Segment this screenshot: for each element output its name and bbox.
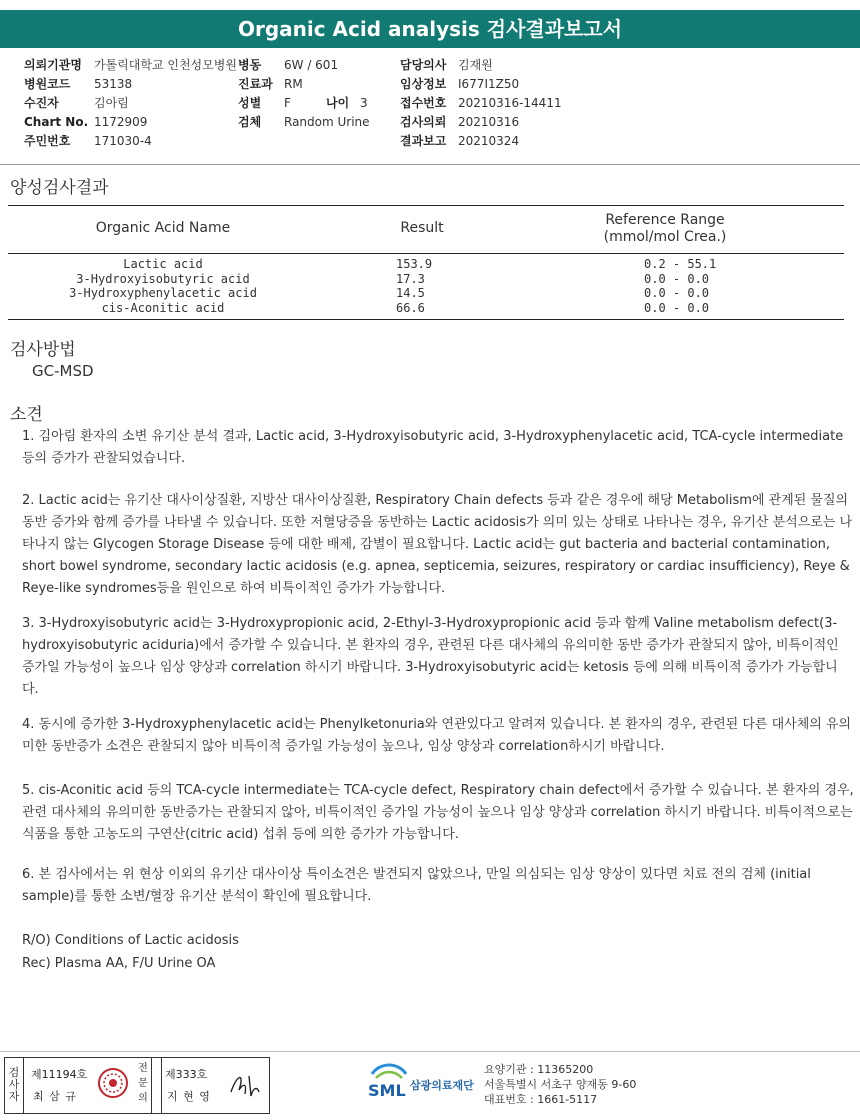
patient-value: 김아림: [94, 96, 129, 110]
finding-5: 5. cis-Aconitic acid 등의 TCA-cycle intermediate는 TCA-cycle defect, Respiratory chain defect에서 증가할 수 있습니다. 본 환자의 경우, 관련 대사체의 유의미한 동반증가는 관찰되지 않아, 비특이적인 증가일 가능성이 높으나 임상 양상과 correlation 하시기 바랍니다. 비특이적으로는 식품을 통한 고농도의 구연산(citric acid) 섭취 등에 의한 증가가 가능합니다.: [22, 783, 854, 842]
row-result: 153.9: [396, 257, 433, 271]
rule-out: R/O) Conditions of Lactic acidosis: [22, 933, 239, 948]
specimen-value: Random Urine: [284, 115, 370, 129]
examiner-name: 최 삼 규: [33, 1090, 77, 1103]
finding-2: 2. Lactic acid는 유기산 대사이상질환, 지방산 대사이상질환, Respiratory Chain defects 등과 같은 경우에 해당 Metabolism에 관계된 물질의 동반 증가와 함께 증가를 나타낼 수 있습니다. 또한 저혈당증을 동반하는 Lactic acidosis가 의미 있는 상태로 나타나는 경우, 유기산 분석으로는 나타나지 않는 Glycogen Storage Disease 등에 대한 배제, 감별이 필요합니다. Lactic acid는 gut bacteria and bacterial contamination, short bowel syndrome, secondary lactic acidosis (e.g. apnea, septicemia, seizures, respiratory or cardiac insufficiency), Reye & Reye-like syndromes등을 원인으로 하여 비특이적인 증가가 가능합니다.: [22, 493, 853, 596]
ward-value: 6W / 601: [284, 58, 339, 72]
col-header-reference: [580, 212, 750, 246]
report-date-value: 20210324: [458, 134, 520, 148]
chart-no-label: Chart No.: [24, 115, 89, 129]
col-header-name: Organic Acid Name: [95, 220, 231, 236]
table-row: [8, 272, 844, 287]
col-header-result: Result: [400, 220, 444, 236]
request-date-value: 20210316: [458, 115, 520, 129]
sml-logo: [366, 1060, 410, 1106]
row-name: 3-Hydroxyphenylacetic acid: [69, 286, 257, 300]
row-result: 66.6: [396, 300, 425, 315]
age-label: 나이: [326, 96, 350, 110]
recommendation: Rec) Plasma AA, F/U Urine OA: [22, 956, 216, 971]
row-reference: 0.0 - 0.0: [644, 286, 710, 300]
request-date-label: 검사의뢰: [400, 115, 447, 129]
method-value: GC-MSD: [32, 362, 94, 380]
row-name: Lactic acid: [123, 257, 203, 271]
specialist-divider-2: [5, 1058, 162, 1113]
patient-label: 수진자: [24, 96, 59, 110]
header-right: [400, 56, 562, 151]
examiner-label: 검사자: [8, 1066, 20, 1103]
age-value: 3: [360, 96, 368, 110]
specialist-name: 지 현 영: [167, 1090, 211, 1103]
table-row: [8, 257, 844, 272]
resident-no-label: 주민번호: [24, 134, 71, 148]
sex-label: 성별: [238, 96, 262, 110]
table-bottom-rule: [8, 319, 844, 320]
report-title: Organic Acid analysis 검사결과보고서: [0, 10, 860, 48]
specialist-signature: [227, 1068, 263, 1102]
specimen-label: 검체: [238, 115, 262, 129]
org-name: 삼광의료재단: [410, 1079, 474, 1092]
logo-text: SML: [368, 1081, 406, 1100]
org-code: 요양기관 : 11365200: [484, 1063, 594, 1076]
sex-value: F: [284, 96, 291, 110]
row-name: cis-Aconitic acid: [101, 300, 225, 315]
department-value: RM: [284, 77, 303, 91]
table-row: [8, 301, 844, 316]
row-result: 14.5: [396, 286, 425, 300]
org-phone: 대표번호 : 1661-5117: [484, 1093, 598, 1106]
sml-logo-mark: [366, 1060, 410, 1102]
resident-no-value: 171030-4: [94, 134, 152, 148]
org-address: 서울특별시 서초구 양재동 9-60: [484, 1078, 637, 1091]
hospital-code-value: 53138: [94, 77, 133, 91]
ref-header-line2: (mmol/mol Crea.): [603, 229, 727, 245]
row-reference: 0.0 - 0.0: [644, 271, 710, 286]
table-row: [8, 286, 844, 301]
specialist-label: 전문의: [138, 1063, 148, 1104]
hospital-code-label: 병원코드: [24, 77, 71, 91]
table-top-rule: [8, 205, 844, 206]
hospital-label: 의뢰기관명: [24, 58, 82, 72]
finding-4: 4. 동시에 증가한 3-Hydroxyphenylacetic acid는 Phenylketonuria와 연관있다고 알려져 있습니다. 본 환자의 경우, 관련된 다른 대사체의 유의미한 동반증가 소견은 관찰되지 않아 비특이적 증가일 가능성이 높으나, 임상 양상과 correlation하시기 바랍니다.: [22, 717, 852, 754]
examiner-no: 제11194호: [31, 1068, 88, 1081]
chart-no-value: 1172909: [94, 115, 148, 129]
ward-label: 병동: [238, 58, 262, 72]
row-reference: 0.0 - 0.0: [644, 300, 710, 315]
row-result: 17.3: [396, 271, 425, 286]
signature-box: [4, 1057, 270, 1114]
doctor-label: 담당의사: [400, 58, 447, 72]
ref-header-line1: Reference Range: [605, 212, 725, 228]
specialist-no: 제333호: [165, 1068, 208, 1081]
method-section-title: 검사방법: [10, 340, 76, 360]
results-section-title: 양성검사결과: [10, 178, 109, 198]
clinical-info-label: 임상정보: [400, 77, 447, 91]
clinical-info-value: I677I1Z50: [458, 77, 520, 91]
hospital-value: 가톨릭대학교 인천성모병원: [94, 58, 237, 72]
table-header-rule: [8, 253, 844, 254]
department-label: 진료과: [238, 77, 273, 91]
findings-section-title: 소견: [10, 405, 43, 425]
finding-1: 1. 김아림 환자의 소변 유기산 분석 결과, Lactic acid, 3-Hydroxyisobutyric acid, 3-Hydroxyphenylacetic acid, TCA-cycle intermediate 등의 증가가 관찰되었습니다.: [22, 429, 844, 466]
header-divider: [0, 164, 860, 165]
row-name: 3-Hydroxyisobutyric acid: [76, 271, 250, 286]
accession-value: 20210316-14411: [458, 96, 562, 110]
row-reference: 0.2 - 55.1: [644, 257, 717, 271]
accession-label: 접수번호: [400, 96, 447, 110]
header-middle: [238, 56, 370, 132]
finding-3: 3. 3-Hydroxyisobutyric acid는 3-Hydroxypropionic acid, 2-Ethyl-3-Hydroxypropionic acid 등과 함께 Valine metabolism defect(3-hydroxyisobutyric aciduria)에서 증가할 수 있습니다. 본 환자의 경우, 관련된 다른 대사체의 유의미한 동반 증가가 관찰되지 않아, 비특이적인 증가일 가능성이 높으나 임상 양상과 correlation 하시기 바랍니다. 3-Hydroxyisobutyric acid는 ketosis 등에 의해 비특이적 증가가 가능합니다.: [22, 616, 839, 697]
report-date-label: 결과보고: [400, 134, 447, 148]
doctor-value: 김재원: [458, 58, 493, 72]
header-left: [24, 56, 237, 151]
footer: [0, 1051, 860, 1120]
finding-6: 6. 본 검사에서는 위 현상 이외의 유기산 대사이상 특이소견은 발견되지 않았으나, 만일 의심되는 임상 양상이 있다면 치료 전의 검체 (initial sample)를 통한 소변/혈장 유기산 분석이 확인에 필요합니다.: [22, 867, 811, 904]
org-info: [484, 1062, 636, 1107]
